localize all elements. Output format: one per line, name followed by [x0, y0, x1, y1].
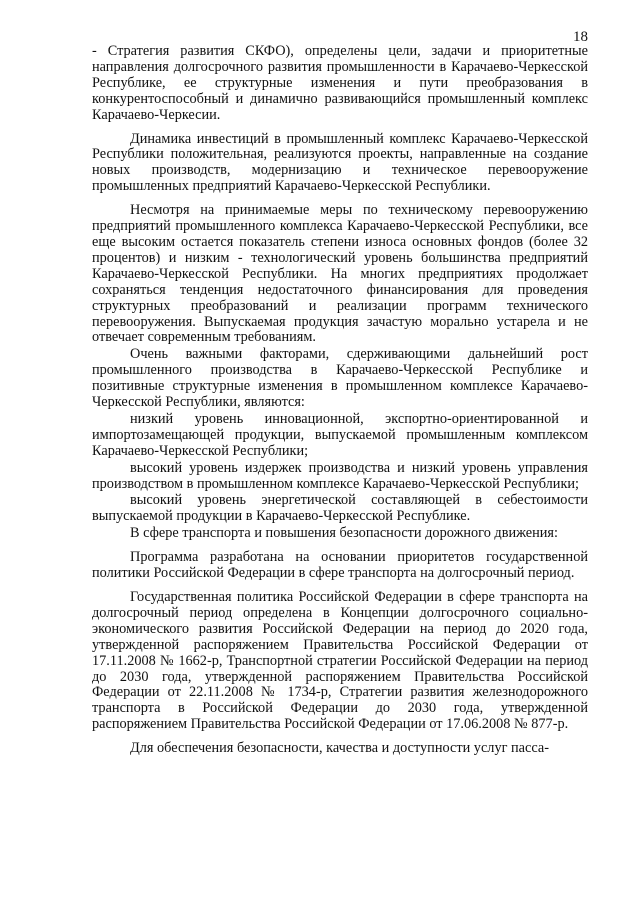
paragraph-transport-heading: В сфере транспорта и повышения безопасности дорожного движения: [130, 525, 558, 542]
body-text [92, 44, 588, 758]
list-item-innovation-level: низкий уровень инновационной, экспортно-ориентированной и импортозамещающей продукции, выпускаемой промышленным комплексом Карачаево-Черкесской Республики; [92, 410, 588, 459]
page-number: 18 [573, 29, 588, 45]
paragraph-equipment-wear: Несмотря на принимаемые меры по техническому перевооружению предприятий промышленного комплекса Карачаево-Черкесской Республики, все еще высоким остается показатель степени износа основных фондов (более 32 процентов) и низким - технологический уровень большинства предприятий Карачаево-Черкесской Республики. На многих предприятиях продолжает сохраняться тенденция недостаточного финансирования для проведения структурных преобразований и реализации программ технического перевооружения. Выпускаемая продукция зачастую морально устарела и не отвечает современным требованиям. [92, 202, 588, 346]
paragraph-investment-dynamics: Динамика инвестиций в промышленный комплекс Карачаево-Черкесской Республики положительная, реализуются проекты, направленные на создание новых производств, модернизацию и техническое перевооружение промышленных предприятий Карачаево-Черкесской Республики. [92, 130, 588, 195]
paragraph-program-basis: Программа разработана на основании приоритетов государственной политики Российской Федерации в сфере транспорта на долгосрочный период. [92, 549, 588, 582]
paragraph-state-policy: Государственная политика Российской Федерации в сфере транспорта на долгосрочный период определена в Концепции долгосрочного социально-экономического развития Российской Федерации на период до 2020 года, утвержденной распоряжением Правительства Российской Федерации от 17.11.2008 № 1662-р, Транспортной стратегии Российской Федерации на период до 2030 года, утвержденной распоряжением Правительства Российской Федерации от 22.11.2008 № 1734-р, Стратегии развития железнодорожного транспорта в Российской Федерации до 2030 года, утвержденной распоряжением Правительства Российской Федерации от 17.06.2008 № 877-р. [92, 589, 588, 733]
paragraph-passenger-services: Для обеспечения безопасности, качества и доступности услуг пасса- [130, 740, 549, 757]
paragraph-strategy-continuation: - Стратегия развития СКФО), определены цели, задачи и приоритетные направления долгосрочного развития промышленности в Карачаево-Черкесской Республике, ее структурные изменения и пути преобразования в конкурентоспособный и динамично развивающийся промышленный комплекс Карачаево-Черкесии. [92, 43, 588, 123]
paragraph-limiting-factors: Очень важными факторами, сдерживающими дальнейший рост промышленного производства в Карачаево-Черкесской Республике и позитивные структурные изменения в промышленном комплексе Карачаево-Черкесской Республики, являются: [92, 346, 588, 411]
list-item-production-costs: высокий уровень издержек производства и низкий уровень управления производством в промышленном комплексе Карачаево-Черкесской Республики; [92, 459, 588, 492]
list-item-energy-component: высокий уровень энергетической составляющей в себестоимости выпускаемой продукции в Карачаево-Черкесской Республике. [92, 492, 588, 525]
